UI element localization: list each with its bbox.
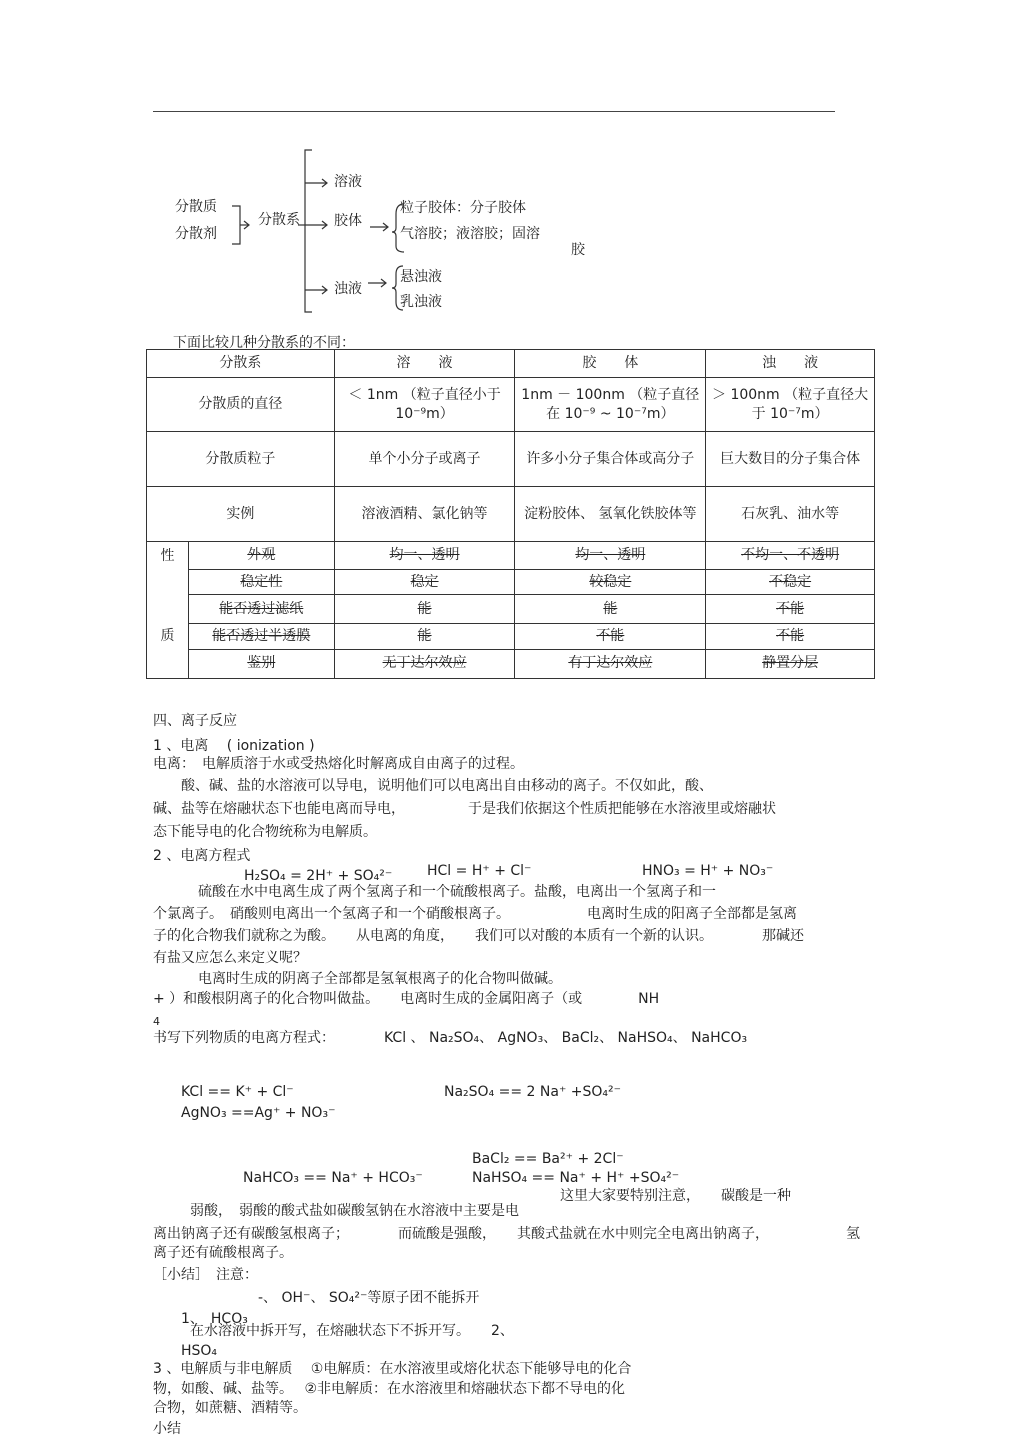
equation: HCl = H⁺ + Cl⁻ (427, 863, 532, 879)
table-row (147, 649, 875, 678)
property-group-label (147, 542, 189, 679)
table-cell: 均一、透明 (334, 542, 515, 570)
table-cell: 巨大数目的分子集合体 (706, 432, 875, 487)
colloid-sub-2: 气溶胶；液溶胶；固溶 (400, 226, 540, 242)
tree-branch-solution: 溶液 (334, 174, 362, 190)
table-cell: 能 (334, 623, 515, 649)
tree-root: 分散系 (258, 212, 300, 228)
colloid-sub-3: 胶 (571, 242, 585, 258)
property-label-bottom: 质 (160, 628, 175, 644)
paragraph-line: 碱、盐等在熔融状态下也能电离而导电， 于是我们依据这个性质把能够在水溶液里或熔融状 (153, 801, 776, 817)
table-row (147, 570, 875, 595)
equation: Na₂SO₄ == 2 Na⁺ +SO₄²⁻ (444, 1084, 622, 1100)
table-cell: 能 (515, 595, 706, 623)
property-name: 稳定性 (188, 570, 334, 595)
subsection-heading: 2 、电离方程式 (153, 848, 251, 864)
header-cell: 胶 体 (515, 350, 706, 378)
paragraph-line: 在水溶液中拆开写，在熔融状态下不拆开写。 2、 (190, 1323, 514, 1339)
turbid-sub-1: 悬浊液 (400, 269, 442, 285)
property-name: 鉴别 (188, 649, 334, 678)
table-cell: 不均一、不透明 (706, 542, 875, 570)
table-row (147, 542, 875, 570)
paragraph-line: 3 、电解质与非电解质 ①电解质：在水溶液里或熔化状态下能够导电的化合 (153, 1361, 632, 1377)
classification-brackets (0, 0, 1024, 340)
subsection-heading: 1 、电离 ( ionization ) (153, 738, 315, 754)
table-cell: 不能 (706, 623, 875, 649)
table-intro: 下面比较几种分散系的不同： (173, 335, 355, 351)
table-cell: 较稳定 (515, 570, 706, 595)
header-cell: 溶 液 (334, 350, 515, 378)
table-cell: 不能 (706, 595, 875, 623)
table-row (147, 487, 875, 542)
paragraph-line: 酸、碱、盐的水溶液可以导电，说明他们可以电离出自由移动的离子。不仅如此，酸、 (181, 778, 713, 794)
paragraph-line: 态下能导电的化合物统称为电解质。 (153, 824, 377, 840)
header-cell: 分散系 (147, 350, 335, 378)
paragraph-line: 书写下列物质的电离方程式： KCl 、 Na₂SO₄、 AgNO₃、 BaCl₂、 NaHSO₄、 NaHCO₃ (153, 1030, 748, 1046)
paragraph-line: 个氯离子。 硝酸则电离出一个氢离子和一个硝酸根离子。 电离时生成的阳离子全部都是氢离 (153, 906, 797, 922)
table-cell: 无丁达尔效应 (334, 649, 515, 678)
equation: KCl == K⁺ + Cl⁻ (181, 1084, 294, 1100)
table-cell: 不稳定 (706, 570, 875, 595)
equation: NaHCO₃ == Na⁺ + HCO₃⁻ (243, 1170, 423, 1186)
table-row (147, 378, 875, 432)
section-heading: 四、离子反应 (153, 713, 237, 729)
equation: NaHSO₄ == Na⁺ + H⁺ +SO₄²⁻ (472, 1170, 680, 1186)
table-cell: 溶液酒精、氯化钠等 (334, 487, 515, 542)
table-cell: 石灰乳、油水等 (706, 487, 875, 542)
paragraph-line: 合物，如蔗糖、酒精等。 (153, 1400, 307, 1416)
paragraph-line: 这里大家要特别注意， 碳酸是一种 (560, 1188, 791, 1204)
table-cell: 均一、透明 (515, 542, 706, 570)
table-cell: 有丁达尔效应 (515, 649, 706, 678)
paragraph-line: 硫酸在水中电离生成了两个氢离子和一个硫酸根离子。盐酸，电离出一个氢离子和一 (198, 884, 716, 900)
paragraph-line: 1、 HCO₃ (181, 1311, 248, 1327)
equation: HNO₃ = H⁺ + NO₃⁻ (642, 863, 774, 879)
table-cell: ＜ 1nm （粒子直径小于 10⁻⁹m） (334, 378, 515, 432)
property-name: 能否透过半透膜 (188, 623, 334, 649)
tree-left-dispersant: 分散剂 (175, 226, 217, 242)
table-cell: 单个小分子或离子 (334, 432, 515, 487)
comparison-table (146, 349, 875, 679)
table-cell: ＞ 100nm （粒子直径大于 10⁻⁷m） (706, 378, 875, 432)
paragraph-line: 弱酸， 弱酸的酸式盐如碳酸氢钠在水溶液中主要是电 (190, 1203, 519, 1219)
property-label-top: 性 (160, 548, 175, 564)
paragraph-line: 电离： 电解质溶于水或受热熔化时解离成自由离子的过程。 (153, 756, 524, 772)
table-cell: 能 (334, 595, 515, 623)
header-cell: 浊 液 (706, 350, 875, 378)
table-row (147, 432, 875, 487)
subscript-note: 4 (153, 1015, 160, 1028)
row-label: 分散质的直径 (147, 378, 335, 432)
paragraph-line: 有盐又应怎么来定义呢？ (153, 950, 307, 966)
table-header-row (147, 350, 875, 378)
equation: AgNO₃ ==Ag⁺ + NO₃⁻ (181, 1105, 336, 1121)
table-cell: 1nm － 100nm （粒子直径在 10⁻⁹ ~ 10⁻⁷m） (515, 378, 706, 432)
paragraph-line: 离子还有硫酸根离子。 (153, 1245, 293, 1261)
summary-label: ［小结］ 注意： (153, 1267, 258, 1283)
equation: H₂SO₄ = 2H⁺ + SO₄²⁻ (244, 868, 393, 884)
property-name: 外观 (188, 542, 334, 570)
paragraph-line: 小结 (153, 1421, 181, 1437)
paragraph-line: -、 OH⁻、 SO₄²⁻等原子团不能拆开 (258, 1290, 480, 1306)
tree-left-dispersed: 分散质 (175, 199, 217, 215)
equation: BaCl₂ == Ba²⁺ + 2Cl⁻ (472, 1151, 624, 1167)
row-label: 分散质粒子 (147, 432, 335, 487)
table-row (147, 595, 875, 623)
paragraph-line: 物，如酸、碱、盐等。 ②非电解质：在水溶液里和熔融状态下都不导电的化 (153, 1381, 625, 1397)
paragraph-line: + ）和酸根阴离子的化合物叫做盐。 电离时生成的金属阳离子（或 NH (153, 991, 660, 1007)
table-cell: 许多小分子集合体或高分子 (515, 432, 706, 487)
table-row (147, 623, 875, 649)
table-cell: 淀粉胶体、 氢氧化铁胶体等 (515, 487, 706, 542)
turbid-sub-2: 乳浊液 (400, 294, 442, 310)
colloid-sub-1: 粒子胶体：分子胶体 (400, 200, 526, 216)
tree-branch-turbid: 浊液 (334, 281, 362, 297)
table-cell: 不能 (515, 623, 706, 649)
paragraph-line: 离出钠离子还有碳酸氢根离子； 而硫酸是强酸， 其酸式盐就在水中则完全电离出钠离子， 氢 (153, 1226, 860, 1242)
paragraph-line: 子的化合物我们就称之为酸。 从电离的角度， 我们可以对酸的本质有一个新的认识。 那碱还 (153, 928, 804, 944)
table-cell: 稳定 (334, 570, 515, 595)
tree-branch-colloid: 胶体 (334, 213, 362, 229)
paragraph-line: 电离时生成的阴离子全部都是氢氧根离子的化合物叫做碱。 (198, 971, 562, 987)
property-name: 能否透过滤纸 (188, 595, 334, 623)
table-cell: 静置分层 (706, 649, 875, 678)
paragraph-line: HSO₄ (181, 1343, 218, 1359)
row-label: 实例 (147, 487, 335, 542)
